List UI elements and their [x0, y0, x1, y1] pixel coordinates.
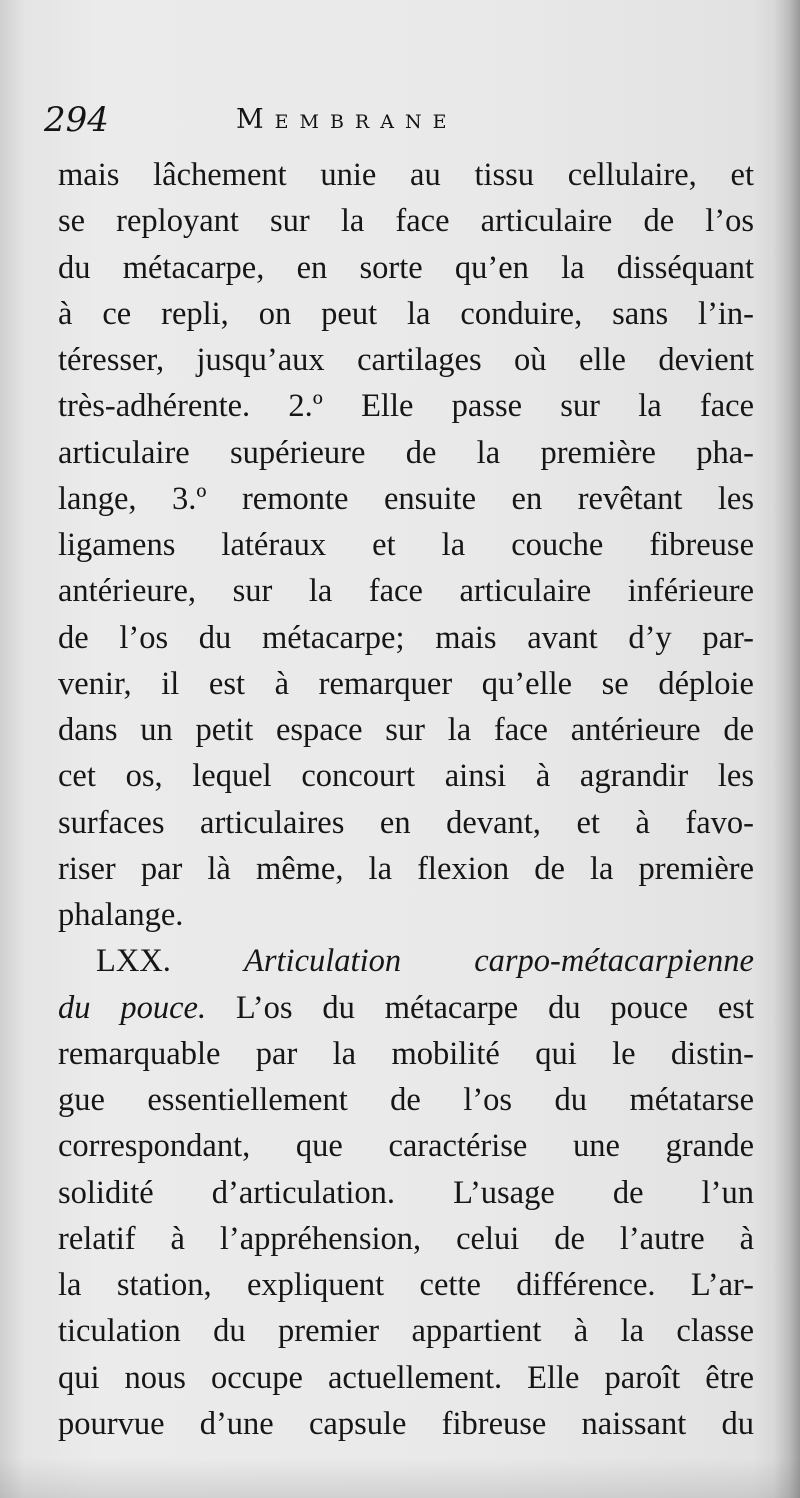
text-line: solidité d’articulation. L’usage de l’un: [58, 1174, 754, 1211]
text-line: qui nous occupe actuellement. Elle paroît être: [58, 1359, 754, 1396]
text-line: ligamens latéraux et la couche fibreuse: [58, 527, 754, 563]
section-heading-line: [58, 938, 754, 984]
text-line: pourvue d’une capsule fibreuse naissant du: [58, 1405, 754, 1442]
text-line: surfaces articulaires en devant, et à favo-: [58, 804, 754, 841]
page-header: [44, 96, 764, 144]
text-line: correspondant, que caractérise une grande: [58, 1128, 754, 1165]
text-line: riser par là même, la flexion de la première: [58, 850, 754, 887]
text-line: relatif à l’appréhension, celui de l’autre à: [58, 1220, 754, 1257]
running-head: Membrane: [236, 104, 458, 135]
section-title-continued: du pouce.: [58, 989, 207, 1026]
text-line: du métacarpe, en sorte qu’en la disséquant: [58, 249, 754, 286]
text-line: phalange.: [58, 897, 184, 933]
text-line: remarquable par la mobilité qui le distin-: [58, 1035, 754, 1072]
section-title: Articulation carpo-métacarpienne: [244, 943, 754, 980]
text-line-fragment: L’os du métacarpe du pouce est: [206, 989, 754, 1026]
text-line: à ce repli, on peut la conduire, sans l’in-: [58, 295, 754, 332]
text-line: lange, 3.º remonte ensuite en revêtant les: [58, 480, 754, 517]
text-line: téresser, jusqu’aux cartilages où elle devient: [58, 342, 754, 378]
text-line: cet os, lequel concourt ainsi à agrandir les: [58, 758, 754, 795]
section-number: LXX.: [96, 943, 171, 980]
text-line: gue essentiellement de l’os du métatarse: [58, 1082, 754, 1118]
text-line: mais lâchement unie au tissu cellulaire, et: [58, 157, 754, 193]
text-line: la station, expliquent cette différence. L’ar-: [58, 1267, 754, 1303]
section-heading-line: [58, 985, 754, 1031]
text-line: dans un petit espace sur la face antérieure de: [58, 712, 754, 748]
text-line: ticulation du premier appartient à la classe: [58, 1313, 754, 1350]
text-line: très-adhérente. 2.º Elle passe sur la face: [58, 388, 754, 425]
text-line: articulaire supérieure de la première pha-: [58, 434, 754, 471]
text-line: se reployant sur la face articulaire de l’os: [58, 203, 754, 240]
page-bottom-shadow: [0, 1458, 800, 1498]
text-line: antérieure, sur la face articulaire inférieure: [58, 573, 754, 610]
text-line: de l’os du métacarpe; mais avant d’y par-: [58, 619, 754, 656]
page-edge-shadow: [774, 0, 800, 1498]
body-text: [58, 152, 754, 1447]
text-line: venir, il est à remarquer qu’elle se déploie: [58, 665, 754, 702]
page-number: 294: [44, 100, 109, 140]
